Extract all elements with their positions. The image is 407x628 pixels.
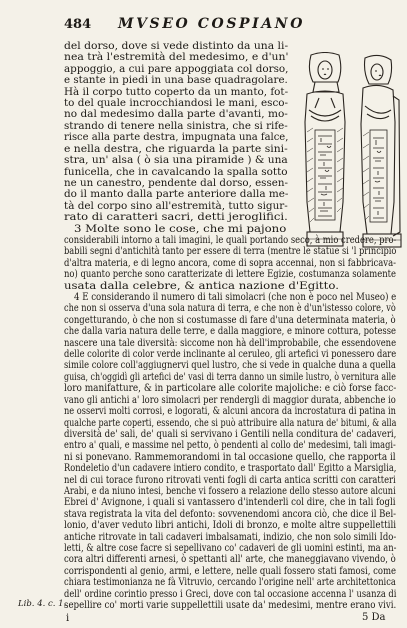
text-line: considerabili intorno a tali imagini, le quali portando seco, à mio credere, pro-	[64, 234, 397, 246]
text-line: 3 Molte sono le cose, che mi pajono	[74, 223, 287, 235]
text-line: loro manifatture, & in particolare alle colorite majoliche: e ciò forse facc-	[64, 383, 397, 395]
text-line: d'altra materia, e di legno ancora, come di sopra accennai, non si fabbricava-	[64, 257, 396, 269]
text-line: ne osservi molti corrosi, e logorati, & alcuni ancora da incrostatura di patina in	[64, 406, 396, 418]
text-line: e nella destra, che riguarda la parte sini-	[64, 143, 288, 155]
text-line: rato di caratteri sacri, detti jeroglifici.	[64, 212, 288, 224]
text-line: ne un canestro, pendente dal dorso, essen-	[64, 177, 288, 189]
text-line: e stante in piedi in una base quadragolare.	[64, 75, 288, 87]
marginal-note: Lib. 4. c. 1.	[18, 599, 67, 609]
text-line: entro a' quali, e massime nel petto, ò pendenti al collo de' medesimi, tali imagi-	[64, 440, 396, 452]
text-line: sepellire co' morti varie suppellettili usate da' medesimi, mentre erano vivi.	[64, 600, 397, 611]
text-line: stava registrata la vita del defonto: sovvenendomi ancora ciò, che dice il Bel-	[64, 508, 397, 520]
text-line: Rondeletio d'un cadavere intiero condito, e trasportato dall' Egitto a Marsiglia,	[64, 463, 397, 475]
text-line: diversità de' sali, de' quali si servivano i Gentili nella conditura de' cadaveri,	[64, 428, 397, 440]
catchword: 5 Da	[362, 612, 386, 623]
text-line: ni si ponevano. Rammemorandomi in tal occasione quello, che rapporta il	[64, 451, 396, 463]
text-line: dell' ordine corintio presso i Greci, dove con tal occasione accenna l' usanza di	[64, 588, 397, 600]
text-line: no) quanto perche sono caratterizate di lettere Egizie, costumanza solamente	[64, 269, 397, 281]
text-line: 4 E considerando il numero di tali simolacri (che non è poco nel Museo) e	[74, 292, 397, 303]
text-line: Arabi, e da niuno intesi, benche vi fossero a relazione dello stesso autore alcuni	[64, 485, 396, 497]
text-line: delle colorite di color verde inclinante al ceruleo, gli artefici vi ponessero dare	[64, 349, 397, 360]
text-line: che dalla varia natura delle terre, e dalla maggiore, e minore cottura, potesse	[64, 326, 397, 338]
text-line: vano gli antichi a' loro simolacri per rendergli di maggior durata, abbenche io	[64, 394, 396, 406]
text-line: usata dalla celebre, & antica nazione d'Egitto.	[64, 280, 339, 292]
text-line: appoggio, a cui pare appoggiata col dorso,	[64, 63, 289, 75]
text-line: corrispondenti al genio, armi, e lettere, nelle quali fossero stati famosi, come	[64, 565, 397, 577]
text-line: risce alla parte destra, impugnata una falce,	[64, 132, 289, 144]
text-line: antiche ritrovate in tali cadaveri imbalsamati, indizio, che non solo simili Ido-	[64, 531, 397, 543]
text-line: Hà il corpo tutto coperto da un manto, fot-	[64, 86, 289, 98]
text-line: chiara testimonianza ne fà Vitruvio, cercando l'origine nell' arte architettonica	[64, 577, 396, 589]
text-line: Ebrei d' Avignone, i quali si vantassero d'intenderli col dire, che in tali fogli	[64, 497, 396, 509]
text-line: guisa, ch'oggidì gli artefici de' vasi di terra danno un simile lustro, ò vernitura alle	[64, 371, 396, 383]
text-line: nea trà l'estremità del medesimo, e d'un'	[64, 52, 289, 64]
text-line: strando di tenere nella sinistra, che si rife-	[64, 120, 288, 132]
signature-mark: i	[66, 613, 70, 624]
text-line: del dorso, dove si vede distinto da una li-	[64, 41, 289, 52]
text-line: cora altri differenti arnesi, ò spettanti all' arte, che maneggiavano vivendo, ò	[64, 554, 396, 566]
text-line: do il manto dalla parte anteriore dalla me-	[64, 189, 289, 201]
page-number: 484	[64, 17, 92, 32]
text-line: che non si osserva d'una sola natura di terra, e che non è d'un'istesso colore, vò	[64, 303, 396, 315]
text-line: simile colore coll'aggiugnervi quel lustro, che si vede in qualche duna a quella	[64, 360, 396, 372]
text-line: tà del corpo sino all'estremità, tutto sigur-	[64, 200, 288, 212]
text-line: lonio, d'aver veduto libri antichi, Idoli di bronzo, e molte altre suppellettili	[64, 520, 397, 532]
text-line: congetturando, ò che non si costumasse di fare d'una determinata materia, ò	[64, 314, 396, 326]
text-line: to del quale incrocchiandosi le mani, esco-	[64, 98, 289, 109]
running-title: MVSEO COSPIANO	[118, 16, 305, 32]
text-line: babili segni d'antichità tanto per essere di terra (mentre le statue si 'l principio	[64, 246, 397, 258]
text-line: letti, & altre cose facre si sepellivano co' cadaveri de gli uomini estinti, ma an-	[64, 543, 397, 554]
text-line: stra, un' alsa ( ò sia una piramide ) & una	[64, 155, 288, 167]
text-line: no dal medesimo dalla parte d'avanti, mo-	[64, 109, 288, 121]
text-line: funicella, che in cavalcando la spalla sotto	[64, 166, 288, 178]
text-line: qualche parte coperti, essendo, che si può attribuire alla natura de' bitumi, & alla	[64, 417, 397, 429]
text-line: nel di cui torace furono ritrovati venti fogli di carta antica scritti con caratteri	[64, 474, 396, 486]
text-line: nascere una tale diversità: siccome non hà dell'improbabile, che essendovene	[64, 337, 397, 349]
